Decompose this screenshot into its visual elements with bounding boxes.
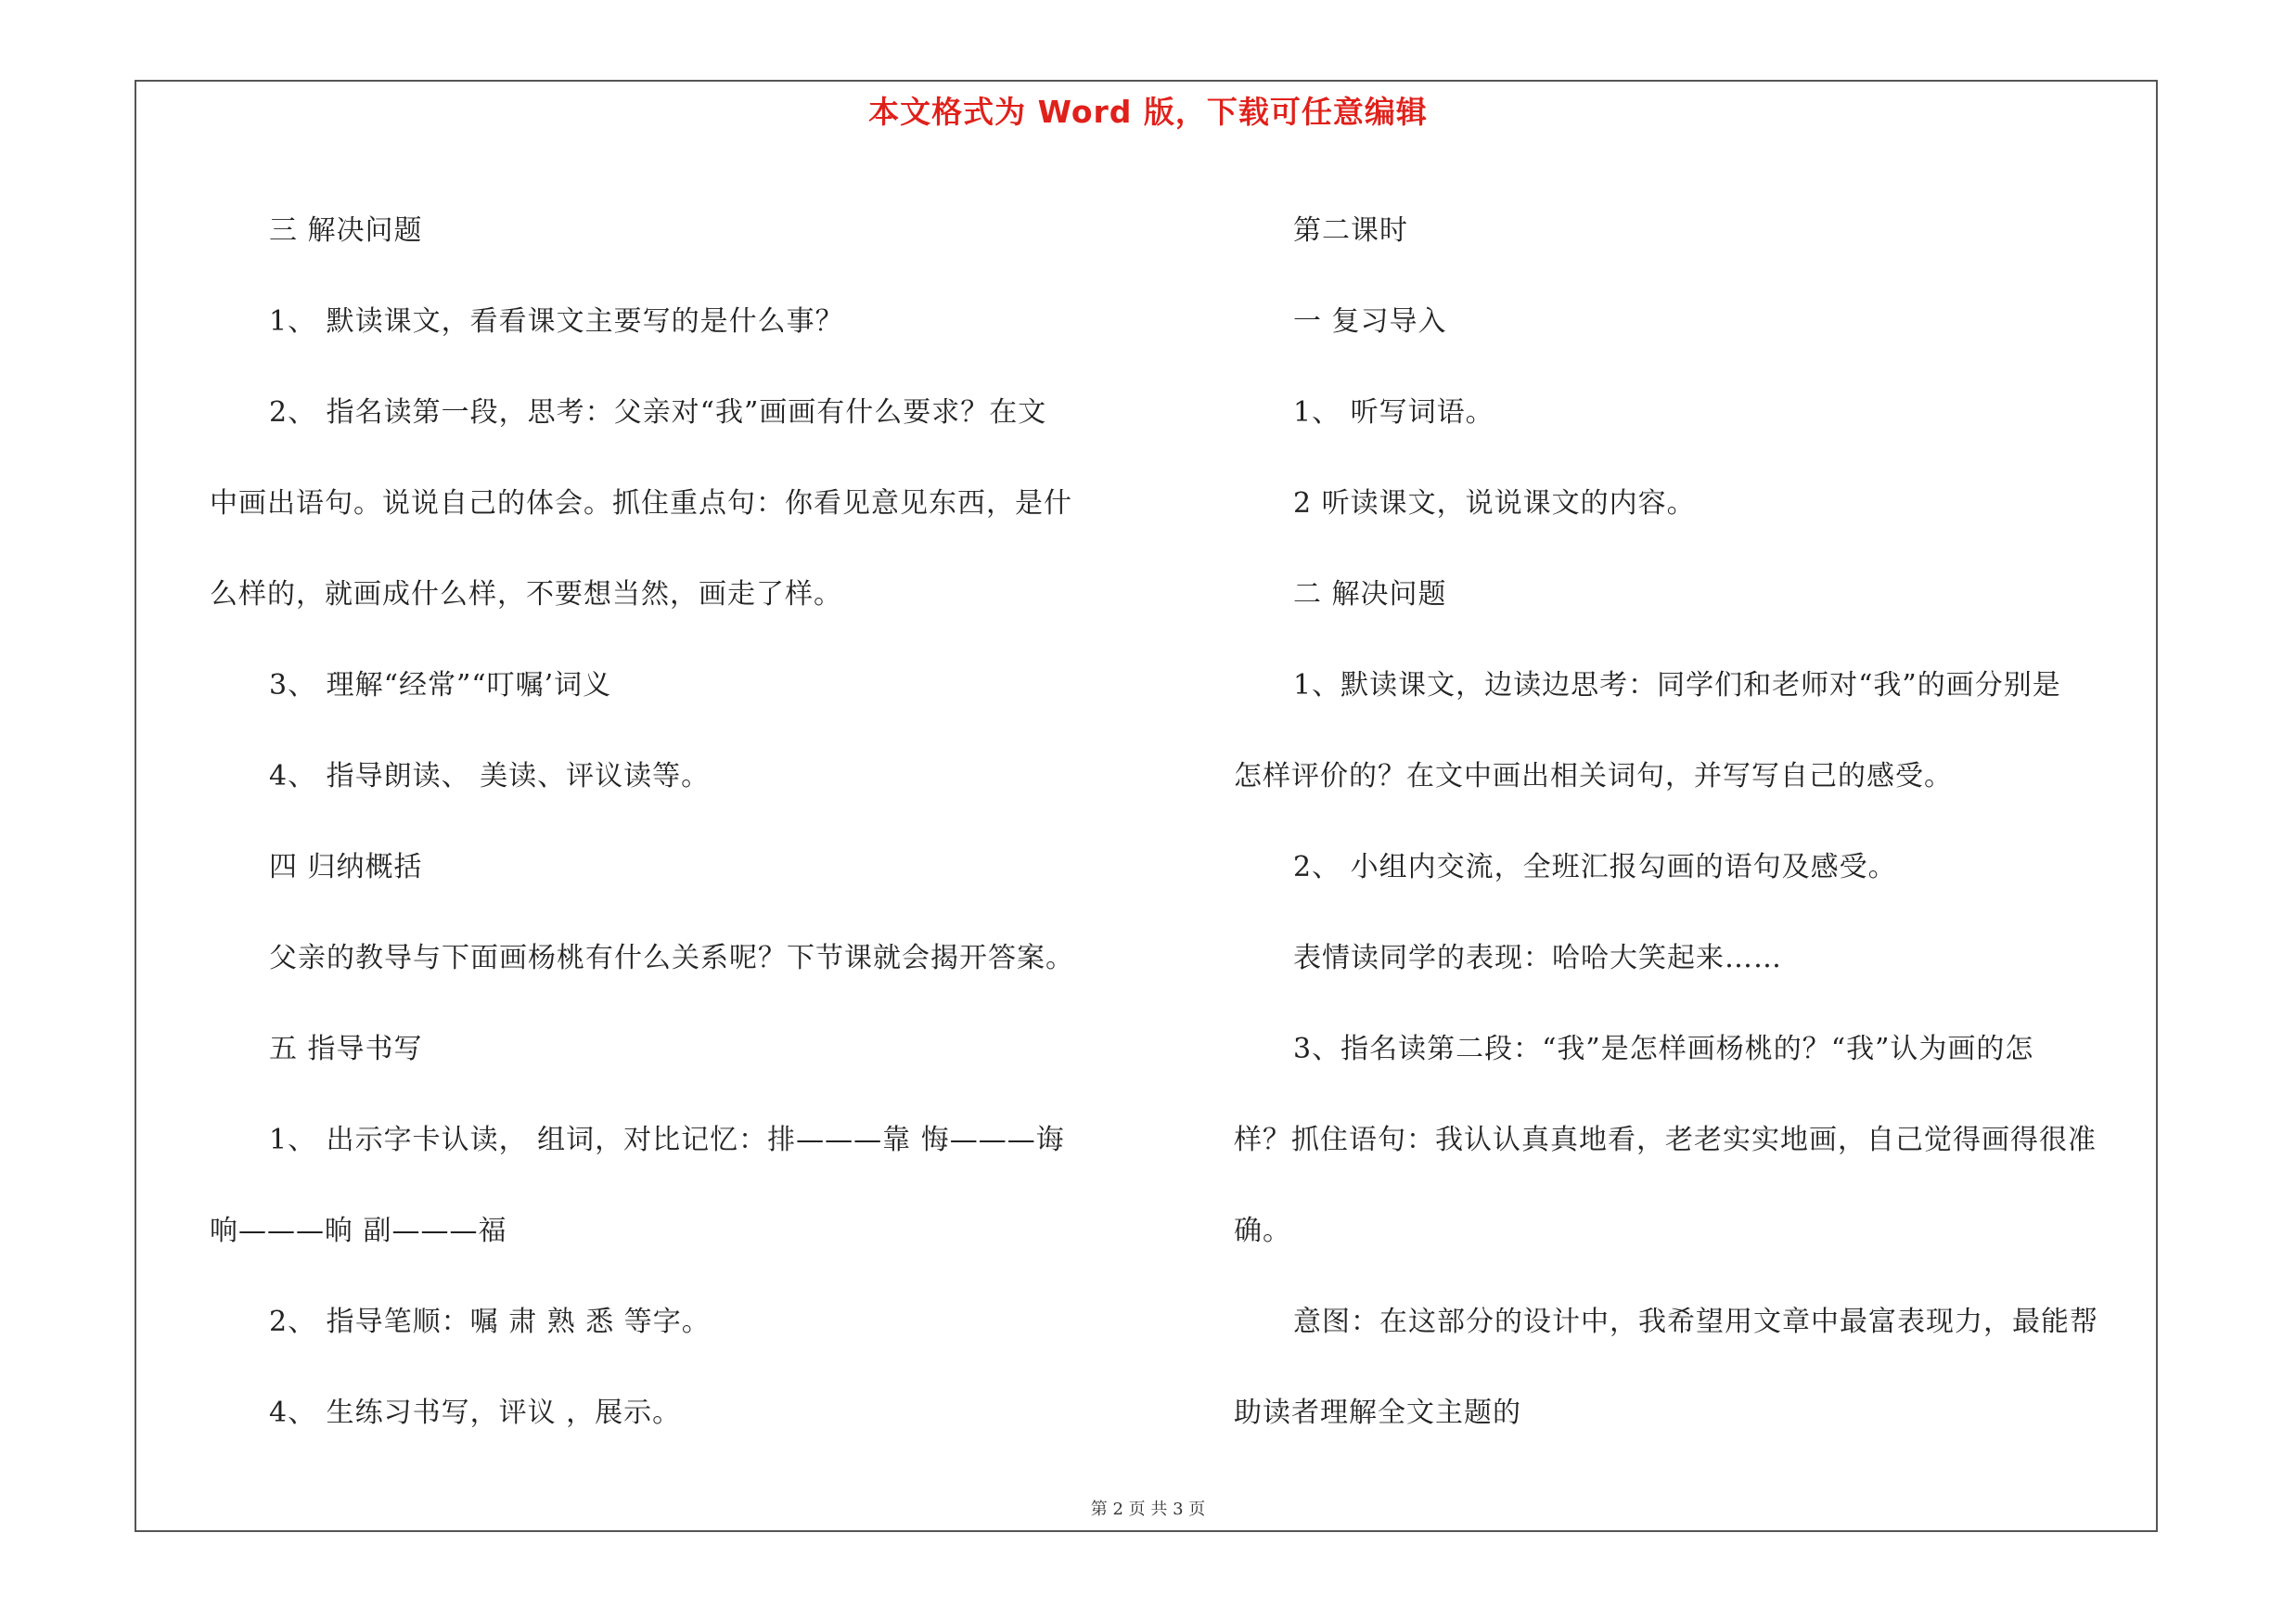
text-line: 4、 指导朗读、 美读、评议读等。	[269, 760, 711, 792]
text-line: 怎样评价的？在文中画出相关词句，并写写自己的感受。	[1234, 760, 1953, 792]
text-line: 意图：在这部分的设计中，我希望用文章中最富表现力，最能帮	[1293, 1306, 2098, 1338]
text-line: 五 指导书写	[269, 1033, 423, 1065]
text-line: 2、 指导笔顺：嘱 肃 熟 悉 等字。	[269, 1306, 711, 1338]
text-line: 三 解决问题	[269, 214, 423, 247]
text-line: 4、 生练习书写，评议 ，展示。	[269, 1397, 682, 1429]
text-line: 2 听读课文，说说课文的内容。	[1293, 487, 1696, 520]
text-line: 响———晌 副———福	[210, 1215, 507, 1247]
text-line: 第二课时	[1293, 214, 1408, 247]
text-line: 么样的，就画成什么样，不要想当然，画走了样。	[210, 578, 842, 611]
text-line: 1、 默读课文，看看课文主要写的是什么事？	[269, 305, 844, 338]
text-line: 助读者理解全文主题的	[1234, 1397, 1521, 1429]
text-line: 1、 出示字卡认读， 组词，对比记忆：排———靠 悔———诲	[269, 1124, 1065, 1156]
right-column	[1234, 186, 2152, 1459]
text-line: 1、默读课文，边读边思考：同学们和老师对“我”的画分别是	[1293, 669, 2061, 702]
left-column	[210, 186, 1137, 1459]
text-line: 四 归纳概括	[269, 851, 423, 883]
text-line: 样？抓住语句：我认认真真地看，老老实实地画，自己觉得画得很准	[1234, 1124, 2097, 1156]
text-line: 中画出语句。说说自己的体会。抓住重点句：你看见意见东西，是什	[210, 487, 1072, 520]
text-line: 1、 听写词语。	[1293, 396, 1494, 429]
text-line: 2、 小组内交流，全班汇报勾画的语句及感受。	[1293, 851, 1897, 883]
text-line: 2、 指名读第一段，思考：父亲对“我”画画有什么要求？在文	[269, 396, 1047, 429]
text-line: 确。	[1234, 1215, 1291, 1247]
text-line: 3、 理解“经常”“叮嘱’词义	[269, 669, 612, 702]
text-line: 父亲的教导与下面画杨桃有什么关系呢？下节课就会揭开答案。	[269, 942, 1074, 974]
text-line: 二 解决问题	[1293, 578, 1447, 611]
text-line: 3、指名读第二段：“我”是怎样画杨桃的？“我”认为画的怎	[1293, 1033, 2034, 1065]
text-line: 一 复习导入	[1293, 305, 1447, 338]
text-line: 表情读同学的表现：哈哈大笑起来……	[1293, 942, 1782, 974]
format-banner: 本文格式为 Word 版，下载可任意编辑	[868, 94, 1428, 130]
page-footer: 第 2 页 共 3 页	[1090, 1500, 1206, 1519]
